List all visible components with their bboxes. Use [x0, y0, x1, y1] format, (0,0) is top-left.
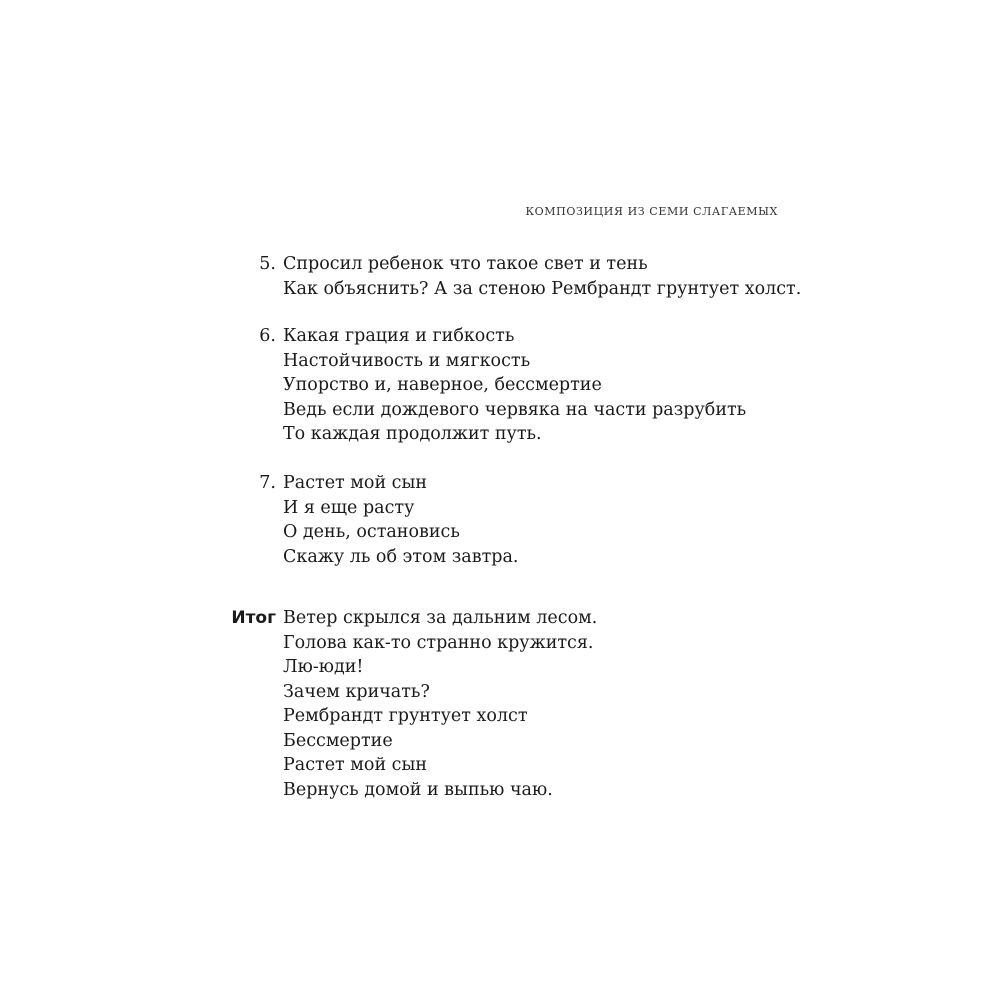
verse-line: Голова как-то странно кружится. — [283, 632, 594, 653]
verse-line: И я еще расту — [283, 497, 415, 518]
summary-heading: Итог — [231, 608, 276, 628]
verse-line: Вернусь домой и выпью чаю. — [283, 779, 553, 800]
verse-line: Какая грация и гибкость — [283, 326, 515, 346]
verse-line: Спросил ребенок что такое свет и тень — [283, 254, 648, 274]
stanza-lines — [283, 252, 801, 301]
verse-line: Растет мой сын — [283, 473, 428, 493]
verse-line: О день, остановись — [283, 522, 460, 542]
verse-line: Как объяснить? А за стеною Рембрандт грунтует холст. — [283, 278, 802, 299]
verse-line: Растет мой сын — [283, 755, 428, 775]
verse-line: Упорство и, наверное, бессмертие — [283, 375, 602, 395]
verse-line: Скажу ль об этом завтра. — [283, 546, 519, 567]
verse-line: Ведь если дождевого червяка на части разрубить — [283, 399, 747, 420]
running-head: КОМПОЗИЦИЯ ИЗ СЕМИ СЛАГАЕМЫХ — [525, 205, 778, 218]
verse-line: Зачем кричать? — [283, 681, 430, 702]
verse-line: Рембрандт грунтует холст — [283, 706, 528, 726]
verse-line: Бессмертие — [283, 730, 393, 751]
verse-line: Лю-юди! — [283, 657, 364, 677]
verse-line: Настойчивость и мягкость — [283, 350, 531, 371]
stanza-lines — [283, 606, 597, 802]
verse-line: То каждая продолжит путь. — [283, 424, 542, 444]
stanza-lines — [283, 324, 746, 447]
stanza-number: 5. — [259, 254, 276, 274]
verse-line: Ветер скрылся за дальним лесом. — [283, 608, 598, 628]
stanza-number: 7. — [259, 473, 276, 493]
stanza-number: 6. — [259, 326, 276, 346]
stanza-lines — [283, 471, 518, 569]
